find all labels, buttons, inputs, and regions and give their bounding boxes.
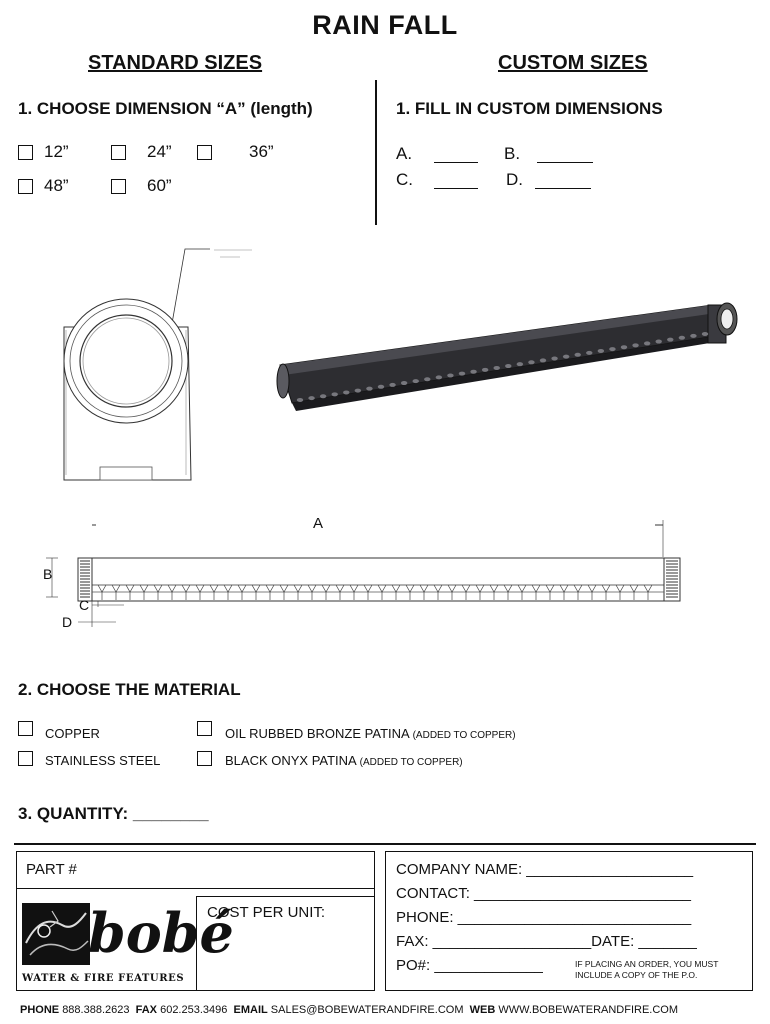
custom-c-field[interactable] [434, 188, 478, 189]
custom-dimensions-step: 1. FILL IN CUSTOM DIMENSIONS [396, 99, 663, 118]
footer-email-link[interactable]: SALES@BOBEWATERANDFIRE.COM [270, 1004, 464, 1016]
outlet-hole [378, 385, 384, 389]
option-60-label: 60” [147, 176, 172, 195]
outlet-hole [598, 349, 604, 353]
footer-contact-line [20, 1004, 678, 1016]
outlet-hole [494, 366, 500, 370]
outlet-hole [528, 360, 534, 364]
contact-field[interactable]: CONTACT: __________________________ [396, 885, 691, 902]
perspective-view-drawing [277, 303, 737, 411]
outlet-hole [332, 392, 338, 396]
custom-sizes-heading: CUSTOM SIZES [498, 52, 648, 74]
outlet-hole [343, 390, 349, 394]
standard-sizes-heading: STANDARD SIZES [88, 52, 263, 74]
outlet-hole [424, 377, 430, 381]
checkbox-12[interactable] [18, 145, 33, 160]
po-field[interactable]: PO#: _____________ [396, 957, 543, 974]
option-12-label: 12” [44, 142, 69, 161]
section-divider [375, 80, 377, 225]
footer-email-label: EMAIL [233, 1004, 268, 1016]
page-title: RAIN FALL [312, 10, 458, 40]
outlet-hole [401, 381, 407, 385]
outlet-hole [632, 343, 638, 347]
po-note [575, 959, 718, 981]
footer-phone-label: PHONE [20, 1004, 60, 1016]
phone-field[interactable]: PHONE: ____________________________ [396, 909, 692, 926]
material-black-onyx-label: BLACK ONYX PATINA (ADDED TO COPPER) [225, 753, 463, 768]
custom-d-field[interactable] [535, 188, 591, 189]
outlet-hole [656, 340, 662, 344]
po-note-line-2: INCLUDE A COPY OF THE P.O. [575, 970, 698, 980]
footer-fax-label: FAX [135, 1004, 158, 1016]
dimension-a-label: A [313, 515, 324, 532]
outlet-hole [575, 353, 581, 357]
fax-date-field[interactable]: FAX: ___________________DATE: _______ [396, 933, 697, 950]
material-oil-rubbed-bronze-label: OIL RUBBED BRONZE PATINA (ADDED TO COPPER) [225, 726, 516, 741]
outlet-hole [447, 373, 453, 377]
company-name-field[interactable]: COMPANY NAME: ____________________ [396, 861, 694, 878]
dimension-b-label: B [43, 566, 53, 582]
outlet-hole [436, 375, 442, 379]
outlet-hole [679, 336, 685, 340]
option-24-label: 24” [147, 142, 172, 161]
outlet-hole [459, 372, 465, 376]
outlet-hole [308, 396, 314, 400]
outlet-hole [563, 355, 569, 359]
custom-a-field[interactable] [434, 162, 478, 163]
end-view-drawing [64, 249, 252, 480]
outlet-hole [517, 362, 523, 366]
checkbox-copper[interactable] [18, 721, 33, 736]
choose-dimension-step: 1. CHOOSE DIMENSION “A” (length) [18, 99, 313, 118]
side-view-drawing [46, 520, 680, 627]
outlet-hole [586, 351, 592, 355]
dimension-d-label: D [62, 614, 73, 630]
rain-fall-technical-drawing [0, 235, 770, 635]
outlet-hole [470, 370, 476, 374]
custom-b-field[interactable] [537, 162, 593, 163]
outlet-hole [366, 387, 372, 391]
outlet-hole [355, 389, 361, 393]
footer-phone[interactable]: 888.388.2623 [62, 1004, 130, 1016]
material-copper-label: COPPER [45, 726, 100, 741]
choose-material-step: 2. CHOOSE THE MATERIAL [18, 680, 241, 699]
material-oil-rubbed-bronze-note: (ADDED TO COPPER) [412, 730, 516, 741]
checkbox-stainless-steel[interactable] [18, 751, 33, 766]
checkbox-oil-rubbed-bronze[interactable] [197, 721, 212, 736]
checkbox-black-onyx[interactable] [197, 751, 212, 766]
outlet-hole [320, 394, 326, 398]
bobe-logo-image [22, 903, 90, 965]
footer-web-link[interactable]: WWW.BOBEWATERANDFIRE.COM [498, 1004, 679, 1016]
material-stainless-steel-label: STAINLESS STEEL [45, 753, 161, 768]
dimension-c-label: C [79, 597, 90, 613]
outlet-hole [413, 379, 419, 383]
outlet-hole [690, 334, 696, 338]
option-36-label: 36” [249, 142, 274, 161]
checkbox-60[interactable] [111, 179, 126, 194]
bobe-logo-wordmark: bobé [88, 901, 234, 965]
outlet-hole [389, 383, 395, 387]
custom-b-label: B. [504, 144, 521, 163]
footer-web-label: WEB [469, 1004, 496, 1016]
custom-a-label: A. [396, 144, 413, 163]
checkbox-48[interactable] [18, 179, 33, 194]
custom-c-label: C. [396, 170, 413, 189]
outlet-hole [609, 347, 615, 351]
part-number-label: PART # [26, 861, 77, 878]
outlet-hole [702, 332, 708, 336]
po-note-line-1: IF PLACING AN ORDER, YOU MUST [575, 959, 719, 969]
outlet-hole [505, 364, 511, 368]
outlet-hole [482, 368, 488, 372]
outlet-hole [540, 358, 546, 362]
order-section-rule [14, 843, 756, 845]
quantity-label: 3. QUANTITY: ________ [18, 804, 209, 823]
outlet-hole [621, 345, 627, 349]
material-black-onyx-note: (ADDED TO COPPER) [359, 757, 463, 768]
custom-d-label: D. [506, 170, 523, 189]
checkbox-36[interactable] [197, 145, 212, 160]
footer-fax: 602.253.3496 [160, 1004, 228, 1016]
outlet-hole [667, 338, 673, 342]
outlet-hole [551, 357, 557, 361]
outlet-hole [644, 341, 650, 345]
bobe-logo-tagline: WATER & FIRE FEATURES [22, 973, 185, 984]
cost-per-unit-label: COST PER UNIT: [207, 904, 326, 921]
option-48-label: 48” [44, 176, 69, 195]
checkbox-24[interactable] [111, 145, 126, 160]
outlet-hole [297, 398, 303, 402]
